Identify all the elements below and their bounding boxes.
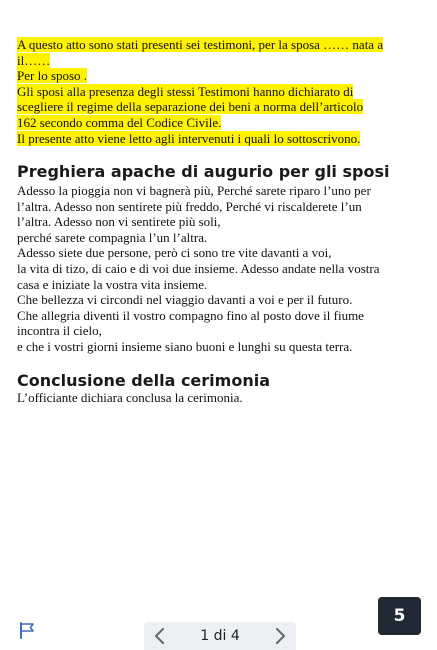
text-line: e che i vostri giorni insieme siano buoni e lunghi su questa terra.	[17, 338, 353, 354]
text-line: la vita di tizo, di caio e di voi due insieme. Adesso andate nella vostra	[17, 260, 380, 276]
chevron-left-icon[interactable]	[152, 627, 168, 645]
highlighted-paragraph	[17, 37, 407, 146]
highlighted-line: il……	[17, 52, 51, 68]
highlighted-line: Per lo sposo .	[17, 68, 88, 84]
highlighted-line: Il presente atto viene letto agli intervenuti i quali lo sottoscrivono.	[17, 130, 361, 146]
highlighted-line: 162 secondo comma del Codice Civile.	[17, 114, 222, 130]
conclusion-text	[17, 390, 417, 406]
highlighted-line: A questo atto sono stati presenti sei testimoni, per la sposa …… nata a	[17, 37, 384, 52]
highlighted-line: scegliere il regime della separazione dei beni a norma dell’articolo	[17, 99, 364, 115]
page-navigator	[144, 622, 296, 650]
text-line: Che allegria diventi il vostro compagno fino al posto dove il fiume	[17, 307, 364, 323]
text-line: Che bellezza vi circondi nel viaggio davanti a voi e per il futuro.	[17, 292, 353, 308]
prayer-text	[17, 183, 417, 355]
page-number-badge: 5	[378, 597, 421, 635]
text-line: L’officiante dichiara conclusa la cerimonia.	[17, 390, 243, 405]
text-line: l’altra. Adesso non sentirete più freddo, Perché vi riscalderete l’un	[17, 198, 362, 214]
highlighted-line: Gli sposi alla presenza degli stessi Testimoni hanno dichiarato di	[17, 83, 354, 99]
chevron-right-icon[interactable]	[272, 627, 288, 645]
text-line: l’altra. Adesso non vi sentirete più soli,	[17, 214, 221, 230]
text-line: Adesso la pioggia non vi bagnerà più, Perché sarete riparo l’uno per	[17, 183, 371, 198]
text-line: incontra il cielo,	[17, 323, 102, 339]
conclusion-heading: Conclusione della cerimonia	[17, 371, 270, 390]
flag-icon[interactable]	[18, 621, 36, 639]
text-line: Adesso siete due persone, però ci sono tre vite davanti a voi,	[17, 245, 332, 261]
text-line: perché sarete compagnia l’un l’altra.	[17, 229, 208, 245]
page-indicator: 1 di 4	[200, 628, 240, 644]
text-line: casa e iniziate la vostra vita insieme.	[17, 276, 208, 292]
prayer-heading: Preghiera apache di augurio per gli sposi	[17, 162, 390, 181]
